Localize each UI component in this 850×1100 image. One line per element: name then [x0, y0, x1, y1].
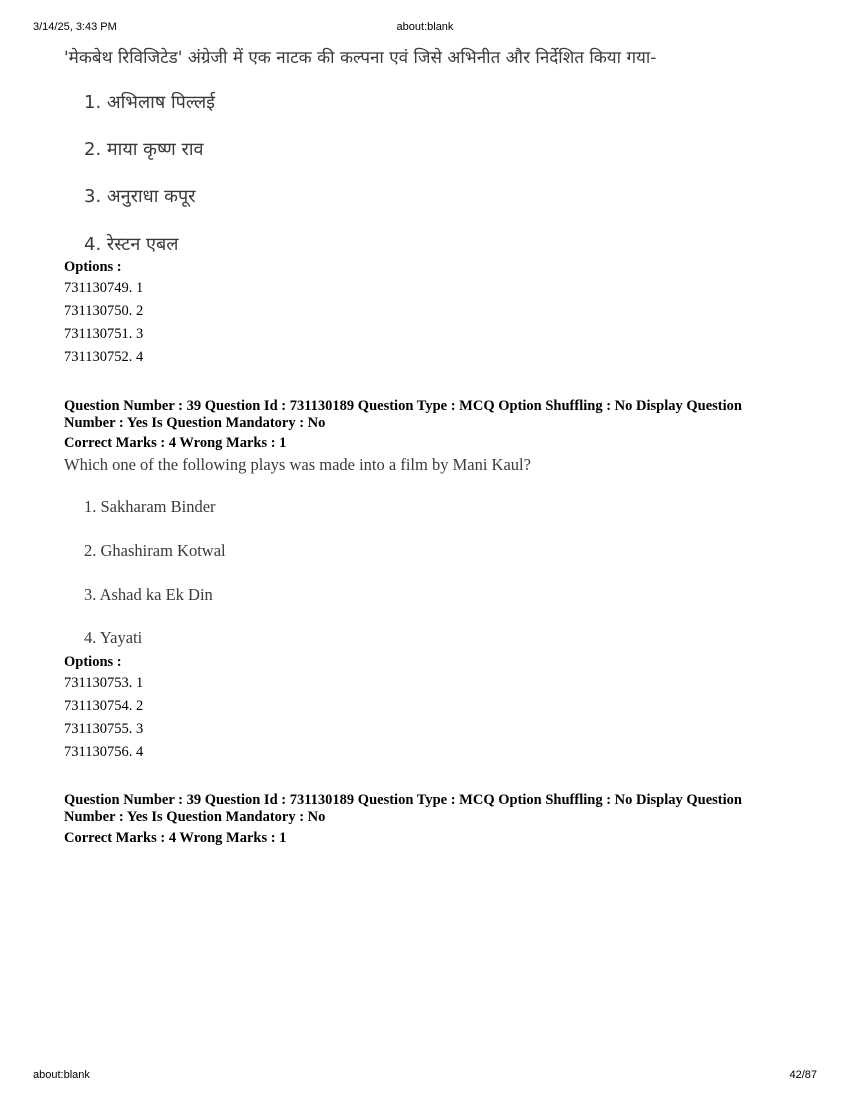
options-label: Options : — [64, 654, 122, 670]
question-meta-line: Question Number : 39 Question Id : 731130189 Question Type : MCQ Option Shuffling : No Display Question — [64, 398, 742, 414]
question-marks: Correct Marks : 4 Wrong Marks : 1 — [64, 830, 287, 846]
question-meta-line: Number : Yes Is Question Mandatory : No — [64, 809, 326, 825]
option-id: 731130751. 3 — [64, 326, 144, 342]
question-meta-line: Number : Yes Is Question Mandatory : No — [64, 415, 326, 431]
choice-2: 2. माया कृष्ण राव — [84, 139, 204, 160]
question-meta — [64, 398, 794, 432]
option-id: 731130756. 4 — [64, 744, 144, 760]
option-id: 731130752. 4 — [64, 349, 144, 365]
print-title: about:blank — [396, 21, 454, 33]
page-number: 42/87 — [789, 1069, 817, 1081]
question-text: 'मेकबेथ रिविजिटेड' अंग्रेजी में एक नाटक की कल्पना एवं जिसे अभिनीत और निर्देशित किया गया- — [64, 48, 657, 68]
choice-4: 4. Yayati — [84, 628, 143, 647]
choice-3: 3. अनुराधा कपूर — [84, 186, 196, 207]
choice-1: 1. Sakharam Binder — [84, 497, 216, 516]
question-text: Which one of the following plays was made into a film by Mani Kaul? — [64, 455, 531, 474]
option-id: 731130753. 1 — [64, 675, 144, 691]
print-datetime: 3/14/25, 3:43 PM — [33, 21, 117, 33]
option-id: 731130755. 3 — [64, 721, 144, 737]
choice-2: 2. Ghashiram Kotwal — [84, 541, 226, 560]
choice-1: 1. अभिलाष पिल्लई — [84, 92, 216, 113]
option-id: 731130754. 2 — [64, 698, 144, 714]
option-id: 731130749. 1 — [64, 280, 144, 296]
question-meta-line: Question Number : 39 Question Id : 731130189 Question Type : MCQ Option Shuffling : No Display Question — [64, 792, 742, 808]
choice-4: 4. रेस्टन एबल — [84, 234, 179, 255]
choice-3: 3. Ashad ka Ek Din — [84, 585, 213, 604]
options-label: Options : — [64, 259, 122, 275]
question-meta — [64, 792, 794, 826]
option-id: 731130750. 2 — [64, 303, 144, 319]
print-footer-url: about:blank — [33, 1069, 90, 1081]
question-marks: Correct Marks : 4 Wrong Marks : 1 — [64, 435, 287, 451]
